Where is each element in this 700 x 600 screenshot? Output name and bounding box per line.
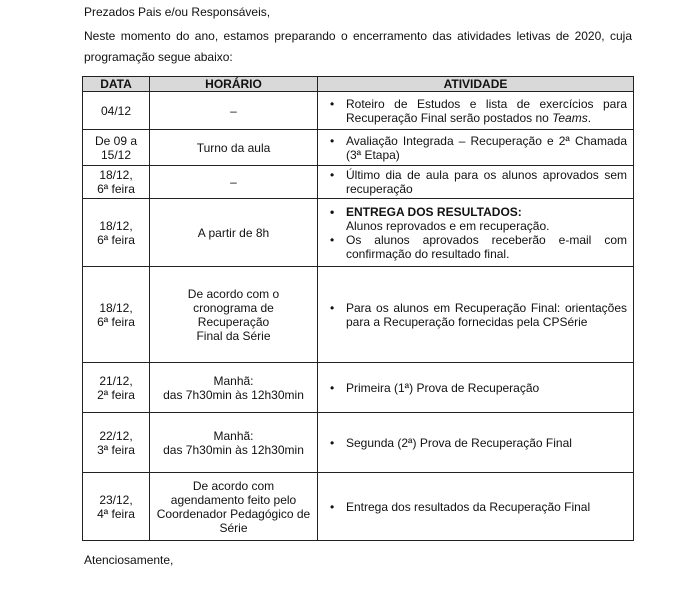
schedule-table [82, 76, 634, 541]
date-line: 22/12, [99, 428, 133, 443]
greeting: Prezados Pais e/ou Responsáveis, [84, 5, 271, 19]
activity-cell [318, 199, 634, 267]
time-line: A partir de 8h [197, 225, 270, 240]
time-line: cronograma de Recuperação [193, 300, 274, 329]
time-line: Final da Série [196, 328, 271, 343]
time-line: das 7h30min às 12h30min [163, 442, 304, 457]
activity-cell [318, 473, 634, 541]
date-cell [83, 473, 150, 541]
activity-item: • Os alunos aprovados receberão e-mail com confirmação do resultado final. [324, 233, 627, 261]
date-line: 18/12, [99, 300, 133, 315]
time-line: – [230, 103, 237, 118]
time-line: Manhã: [213, 428, 254, 443]
date-line: 6ª feira [97, 314, 135, 329]
table-header-row [83, 77, 634, 92]
activity-item [324, 97, 627, 125]
time-cell [150, 267, 318, 363]
date-line: 6ª feira [97, 232, 135, 247]
table-row [83, 473, 634, 541]
activity-emphasis: Teams [552, 110, 588, 125]
time-line: Série [219, 520, 248, 535]
intro-line-1: Neste momento do ano, estamos preparando o encerramento das atividades letivas de 2020, cuja [84, 29, 632, 43]
activity-cell [318, 363, 634, 413]
date-cell [83, 92, 150, 130]
table-row [83, 267, 634, 363]
time-line: Turno da aula [196, 140, 271, 155]
date-cell [83, 413, 150, 473]
time-cell [150, 413, 318, 473]
date-cell [83, 130, 150, 166]
time-line: De acordo com o [187, 286, 280, 301]
date-line: 04/12 [100, 103, 132, 118]
table-row [83, 413, 634, 473]
activity-item: • Primeira (1ª) Prova de Recuperação [324, 381, 627, 395]
time-cell [150, 363, 318, 413]
time-line: – [230, 175, 237, 189]
activity-item: • Entrega dos resultados da Recuperação Final [324, 500, 627, 514]
table-row [83, 199, 634, 267]
date-line: 21/12, [99, 373, 133, 388]
date-line: 3ª feira [97, 442, 135, 457]
time-line: das 7h30min às 12h30min [163, 387, 304, 402]
date-cell [83, 363, 150, 413]
activity-cell [318, 413, 634, 473]
activity-cell [318, 92, 634, 130]
time-line: Manhã: [213, 373, 254, 388]
activity-text: Roteiro de Estudos e lista de exercícios para Recuperação Final serão postados no [346, 96, 627, 125]
time-line: Coordenador Pedagógico de [156, 506, 311, 521]
intro-line-2: programação segue abaixo: [84, 50, 233, 64]
date-line: 23/12, [99, 492, 133, 507]
table-row [83, 130, 634, 166]
time-cell [150, 473, 318, 541]
header-data: DATA [83, 77, 150, 92]
activity-item: • Segunda (2ª) Prova de Recuperação Final [324, 436, 627, 450]
time-line: agendamento feito pelo [170, 492, 297, 507]
activity-cell [318, 130, 634, 166]
header-atividade: ATIVIDADE [318, 77, 634, 92]
activity-item-heading: • ENTREGA DOS RESULTADOS: [324, 205, 627, 219]
date-line: 2ª feira [97, 387, 135, 402]
activity-item: • Último dia de aula para os alunos aprovados sem recuperação [324, 168, 627, 196]
table-row [83, 363, 634, 413]
time-cell [150, 92, 318, 130]
date-line: 18/12, [99, 218, 133, 233]
activity-cell [318, 267, 634, 363]
activity-item: • Para os alunos em Recuperação Final: orientações para a Recuperação fornecidas pela CPSérie [324, 301, 627, 329]
date-cell [83, 166, 150, 199]
date-line: 15/12 [100, 147, 132, 162]
header-horario: HORÁRIO [150, 77, 318, 92]
activity-cell [318, 166, 634, 199]
table-row [83, 166, 634, 199]
date-line: 18/12, [99, 168, 133, 182]
time-cell [150, 199, 318, 267]
date-cell [83, 267, 150, 363]
activity-item: • Avaliação Integrada – Recuperação e 2ª Chamada (3ª Etapa) [324, 134, 627, 162]
date-cell [83, 199, 150, 267]
time-cell [150, 130, 318, 166]
date-line: 6ª feira [97, 182, 135, 196]
activity-text-end: . [587, 110, 592, 125]
time-line: De acordo com [192, 478, 275, 493]
time-cell [150, 166, 318, 199]
activity-note: Alunos reprovados e em recuperação. [346, 218, 550, 233]
closing: Atenciosamente, [84, 553, 174, 567]
date-line: 4ª feira [97, 506, 135, 521]
date-line: De 09 a [94, 133, 138, 148]
table-row [83, 92, 634, 130]
